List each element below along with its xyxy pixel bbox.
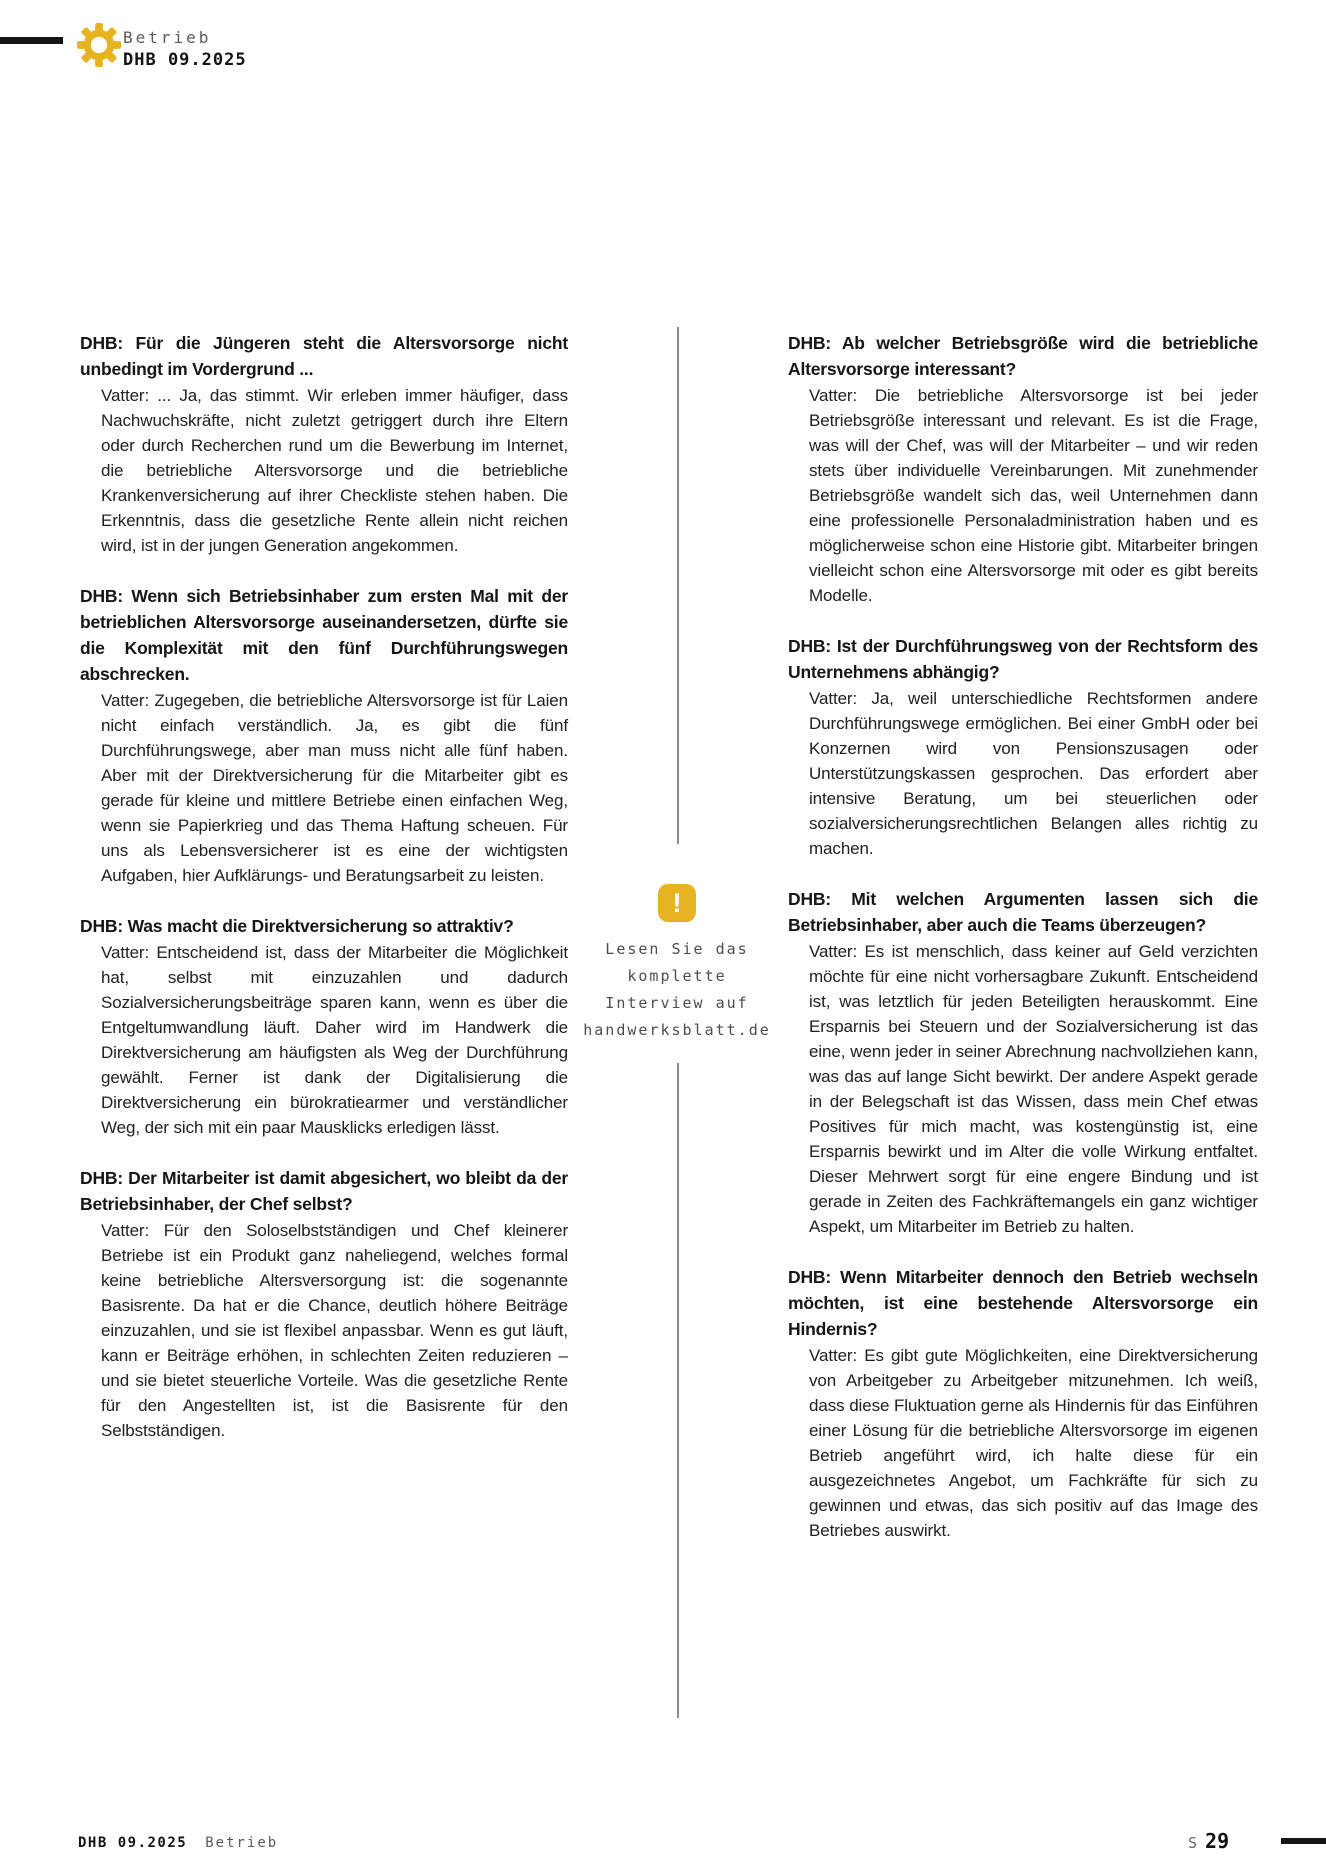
page-prefix: S	[1188, 1834, 1199, 1852]
callout-url[interactable]: handwerksblatt.de	[583, 1021, 771, 1039]
callout-line: Interview auf	[605, 994, 749, 1012]
callout-line: komplette	[627, 967, 727, 985]
interview-answer: Vatter: ... Ja, das stimmt. Wir erleben immer häufiger, dass Nachwuchskräfte, nicht zuletzt getriggert durch ihre Eltern oder durch Recherchen rund um die Bewerbung im Internet, die betriebliche Altersvorsorge und die betriebliche Krankenversicherung auf ihrer Checkliste stehen haben. Die Erkenntnis, dass die gesetzliche Rente allein nicht reichen wird, ist in der jungen Generation angekommen.	[101, 386, 568, 555]
footer-left	[78, 1835, 278, 1851]
interview-question: DHB: Ab welcher Betriebsgröße wird die betriebliche Altersvorsorge interessant?	[788, 333, 1258, 379]
interview-answer: Vatter: Es ist menschlich, dass keiner auf Geld verzichten möchte für eine nicht vorhersagbare Zukunft. Entscheidend ist, was letztlich für jeden Beteiligten herauskommt. Eine Ersparnis bei Steuern und der Sozialversicherung ist das eine, wenn jeder in seiner Abrechnung nachvollziehen kann, was das auf lange Sicht bewirkt. Der andere Aspekt gerade in der Belegschaft ist das Wissen, dass mein Chef etwas Positives für mich macht, was kostengünstig ist, eine Ersparnis bewirkt und im Alter die volle Wirkung entfaltet. Dieser Mehrwert sorgt für eine engere Bindung und ist gerade in Zeiten des Fachkräftemangels ein ganz wichtiger Aspekt, um Mitarbeiter im Betrieb zu halten.	[809, 942, 1258, 1236]
qa-block	[80, 330, 568, 558]
interview-question: DHB: Für die Jüngeren steht die Altersvorsorge nicht unbedingt im Vordergrund ...	[80, 333, 568, 379]
qa-block	[788, 886, 1258, 1239]
qa-block	[80, 1165, 568, 1443]
interview-answer: Vatter: Es gibt gute Möglichkeiten, eine Direktversicherung von Arbeitgeber zu Arbeitgeber mitzunehmen. Ich weiß, dass diese Fluktuation gerne als Hindernis für das Einführen einer Lösung für die betriebliche Altersvorsorge im eigenen Betrieb angeführt wird, ich halte diese für ein ausgezeichnetes Angebot, um Fachkräfte für sich zu gewinnen und etwas, das sich positiv auf das Image des Betriebes auswirkt.	[809, 1346, 1258, 1540]
interview-question: DHB: Der Mitarbeiter ist damit abgesichert, wo bleibt da der Betriebsinhaber, der Chef selbst?	[80, 1168, 568, 1214]
qa-block	[788, 330, 1258, 608]
top-left-rule	[0, 37, 63, 44]
callout-line: Lesen Sie das	[605, 940, 749, 958]
interview-answer: Vatter: Für den Soloselbstständigen und Chef kleinerer Betriebe ist ein Produkt ganz naheliegend, welches formal keine betriebliche Altersversorgung ist: die sogenannte Basisrente. Da hat er die Chance, deutlich höhere Beiträge einzuzahlen, und sie ist flexibel anpassbar. Wenn es gut läuft, kann er Beiträge erhöhen, in schlechten Zeiten reduzieren – und sie bietet steuerliche Vorteile. Was die gesetzliche Rente für den Angestellten ist, ist die Basisrente für den Selbstständigen.	[101, 1221, 568, 1440]
section-kicker: Betrieb	[123, 28, 212, 47]
interview-answer: Vatter: Entscheidend ist, dass der Mitarbeiter die Möglichkeit hat, selbst mit einzuzahlen und dadurch Sozialversicherungsbeiträge sparen kann, wenn es über die Entgeltumwandlung läuft. Daher wird im Handwerk die Direktversicherung am häufigsten als Weg der Durchführung gewählt. Ferner ist dank der Digitalisierung die Direktversicherung ein bürokratiearmer und verständlicher Weg, der sich mit ein paar Mausklicks erledigen lässt.	[101, 943, 568, 1137]
qa-block	[788, 633, 1258, 861]
web-callout[interactable]	[552, 884, 802, 1044]
left-column	[80, 330, 568, 1468]
gear-icon	[76, 22, 122, 68]
right-column	[788, 330, 1258, 1568]
interview-question: DHB: Ist der Durchführungsweg von der Rechtsform des Unternehmens abhängig?	[788, 636, 1258, 682]
interview-question: DHB: Wenn Mitarbeiter dennoch den Betrieb wechseln möchten, ist eine bestehende Altersvorsorge ein Hindernis?	[788, 1267, 1258, 1339]
footer-issue: DHB 09.2025	[78, 1835, 188, 1851]
issue-label: DHB 09.2025	[123, 50, 247, 70]
interview-question: DHB: Was macht die Direktversicherung so attraktiv?	[80, 916, 514, 936]
page-number: 29	[1205, 1829, 1230, 1853]
interview-answer: Vatter: Ja, weil unterschiedliche Rechtsformen andere Durchführungswege ermöglichen. Bei einer GmbH oder bei Konzernen wird von Pensionszusagen oder Unterstützungskassen gesprochen. Das erfordert aber intensive Beratung, um bei steuerlichen oder sozialversicherungsrechtlichen Belangen alles richtig zu machen.	[809, 689, 1258, 858]
interview-question: DHB: Wenn sich Betriebsinhaber zum ersten Mal mit der betrieblichen Altersvorsorge auseinandersetzen, dürfte sie die Komplexität mit den fünf Durchführungswegen abschrecken.	[80, 586, 568, 684]
interview-answer: Vatter: Zugegeben, die betriebliche Altersvorsorge ist für Laien nicht einfach verständlich. Ja, es gibt die fünf Durchführungswege, aber man muss nicht alle fünf haben. Aber mit der Direktversicherung für die Mitarbeiter gibt es gerade für kleine und mittlere Betriebe einen einfachen Weg, wenn sie Papierkrieg und das Thema Haftung scheuen. Für uns als Lebensversicherer ist es eine der wichtigsten Aufgaben, hier Aufklärungs- und Beratungsarbeit zu leisten.	[101, 691, 568, 885]
qa-block	[80, 583, 568, 888]
alert-icon: !	[658, 884, 696, 922]
column-divider-bottom	[677, 1063, 679, 1718]
bottom-right-rule	[1281, 1838, 1326, 1844]
page-indicator	[1188, 1829, 1229, 1853]
footer-section: Betrieb	[205, 1835, 279, 1851]
qa-block	[80, 913, 568, 1140]
qa-block	[788, 1264, 1258, 1543]
interview-answer: Vatter: Die betriebliche Altersvorsorge ist bei jeder Betriebsgröße interessant und relevant. Es ist die Frage, was will der Chef, was will der Mitarbeiter – und wir reden stets über individuelle Vereinbarungen. Mit zunehmender Betriebsgröße wandelt sich das, weil Unternehmen dann eine professionelle Personaladministration haben und es möglicherweise schon eine Historie gibt. Mitarbeiter bringen vielleicht schon eine Altersvorsorge mit oder es gibt bereits Modelle.	[809, 386, 1258, 605]
column-divider-top	[677, 327, 679, 844]
interview-question: DHB: Mit welchen Argumenten lassen sich die Betriebsinhaber, aber auch die Teams überzeugen?	[788, 889, 1258, 935]
